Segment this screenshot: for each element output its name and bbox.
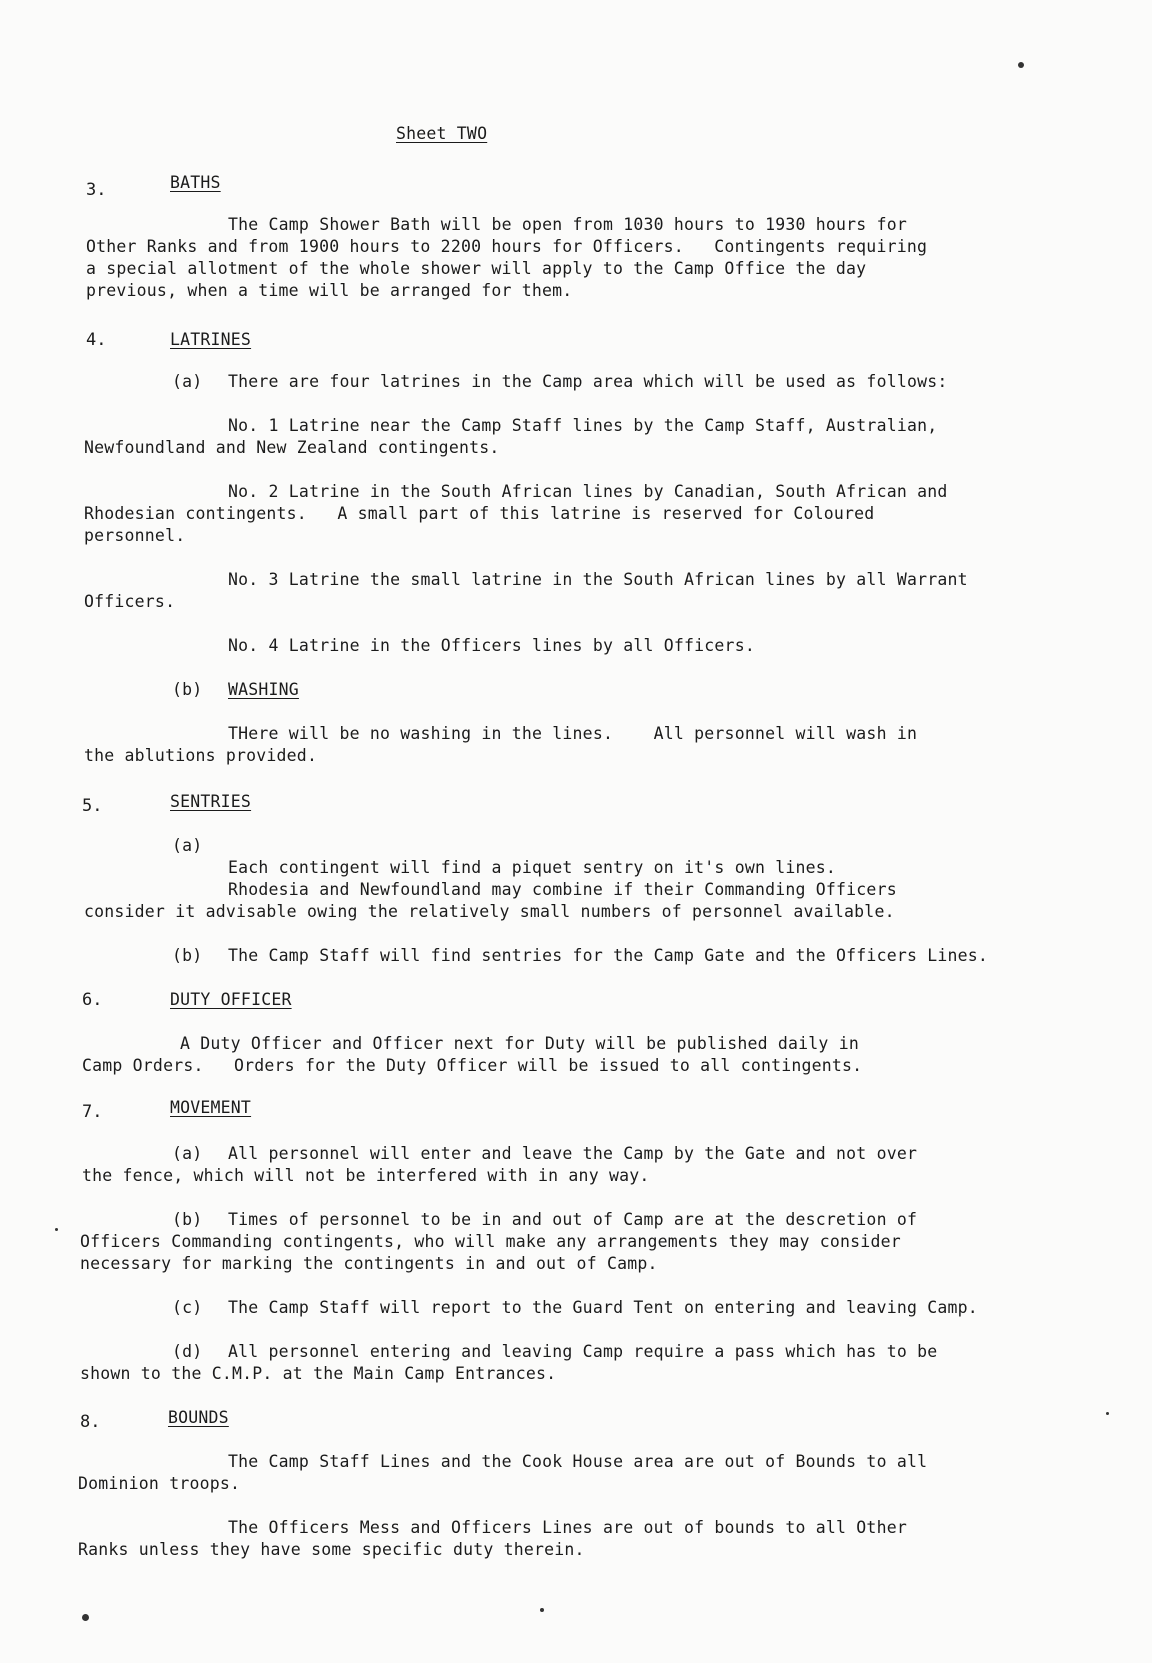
scan-speck bbox=[55, 1228, 58, 1231]
section-3-line: previous, when a time will be arranged for them. bbox=[86, 281, 573, 300]
latrine-line: No. 1 Latrine near the Camp Staff lines by the Camp Staff, Australian, bbox=[228, 416, 938, 435]
section-6-number: 6. bbox=[82, 990, 103, 1010]
section-7-a-label: (a) bbox=[172, 1144, 203, 1163]
section-7-number: 7. bbox=[82, 1102, 103, 1122]
sentries-line: consider it advisable owing the relatively small numbers of personnel available. bbox=[84, 902, 895, 921]
section-3-line: Other Ranks and from 1900 hours to 2200 hours for Officers. Contingents requiring bbox=[86, 237, 928, 256]
movement-d-line: shown to the C.M.P. at the Main Camp Entrances. bbox=[80, 1364, 557, 1383]
latrine-line: No. 2 Latrine in the South African lines by Canadian, South African and bbox=[228, 482, 948, 501]
section-4-a-label: (a) bbox=[172, 372, 203, 391]
movement-a-line: the fence, which will not be interfered with in any way. bbox=[82, 1166, 650, 1185]
section-3-title: BATHS bbox=[170, 173, 221, 192]
duty-officer-line: A Duty Officer and Officer next for Duty will be published daily in bbox=[180, 1034, 859, 1053]
scan-speck bbox=[82, 1614, 89, 1621]
section-7-d-label: (d) bbox=[172, 1342, 203, 1361]
section-3-line: The Camp Shower Bath will be open from 1030 hours to 1930 hours for bbox=[228, 215, 907, 234]
bounds-line: Dominion troops. bbox=[78, 1474, 241, 1493]
sentries-line: Each contingent will find a piquet sentry on it's own lines. bbox=[228, 858, 837, 877]
bounds-line: The Officers Mess and Officers Lines are out of bounds to all Other bbox=[228, 1518, 907, 1537]
section-8-number: 8. bbox=[80, 1412, 101, 1432]
movement-b-line: Times of personnel to be in and out of Camp are at the descretion of bbox=[228, 1210, 918, 1229]
washing-title: WASHING bbox=[228, 680, 299, 699]
section-4-number: 4. bbox=[86, 330, 107, 350]
movement-d-line: All personnel entering and leaving Camp require a pass which has to be bbox=[228, 1342, 938, 1361]
section-5-title: SENTRIES bbox=[170, 792, 252, 811]
sheet-heading: Sheet TWO bbox=[396, 124, 488, 143]
latrine-line: Rhodesian contingents. A small part of this latrine is reserved for Coloured bbox=[84, 504, 875, 523]
section-4-title: LATRINES bbox=[170, 330, 252, 349]
bounds-line: Ranks unless they have some specific duty therein. bbox=[78, 1540, 585, 1559]
duty-officer-line: Camp Orders. Orders for the Duty Officer will be issued to all contingents. bbox=[82, 1056, 863, 1075]
movement-c-text: The Camp Staff will report to the Guard Tent on entering and leaving Camp. bbox=[228, 1298, 978, 1317]
sentries-b-text: The Camp Staff will find sentries for the Camp Gate and the Officers Lines. bbox=[228, 946, 989, 965]
latrine-line: No. 3 Latrine the small latrine in the South African lines by all Warrant bbox=[228, 570, 968, 589]
section-4-b-label: (b) bbox=[172, 680, 203, 699]
movement-a-line: All personnel will enter and leave the Camp by the Gate and not over bbox=[228, 1144, 918, 1163]
latrine-line: Officers. bbox=[84, 592, 176, 611]
section-5-number: 5. bbox=[82, 796, 103, 816]
washing-line: the ablutions provided. bbox=[84, 746, 318, 765]
movement-b-line: necessary for marking the contingents in and out of Camp. bbox=[80, 1254, 658, 1273]
sentries-line: Rhodesia and Newfoundland may combine if their Commanding Officers bbox=[228, 880, 897, 899]
bounds-line: The Camp Staff Lines and the Cook House area are out of Bounds to all bbox=[228, 1452, 928, 1471]
washing-line: THere will be no washing in the lines. All personnel will wash in bbox=[228, 724, 918, 743]
section-7-c-label: (c) bbox=[172, 1298, 203, 1317]
section-3-number: 3. bbox=[86, 180, 107, 200]
section-3-line: a special allotment of the whole shower will apply to the Camp Office the day bbox=[86, 259, 867, 278]
scan-speck bbox=[540, 1608, 544, 1612]
section-4-a-text: There are four latrines in the Camp area which will be used as follows: bbox=[228, 372, 948, 391]
movement-b-line: Officers Commanding contingents, who will make any arrangements they may consider bbox=[80, 1232, 901, 1251]
latrine-line: personnel. bbox=[84, 526, 186, 545]
section-7-title: MOVEMENT bbox=[170, 1098, 252, 1117]
section-7-b-label: (b) bbox=[172, 1210, 203, 1229]
section-6-title: DUTY OFFICER bbox=[170, 990, 292, 1009]
section-8-title: BOUNDS bbox=[168, 1408, 229, 1427]
scan-speck bbox=[1106, 1412, 1109, 1415]
latrine-line: No. 4 Latrine in the Officers lines by all Officers. bbox=[228, 636, 755, 655]
latrine-line: Newfoundland and New Zealand contingents. bbox=[84, 438, 500, 457]
scan-speck bbox=[1018, 62, 1024, 68]
section-5-a-label: (a) bbox=[172, 836, 203, 855]
section-5-b-label: (b) bbox=[172, 946, 203, 965]
